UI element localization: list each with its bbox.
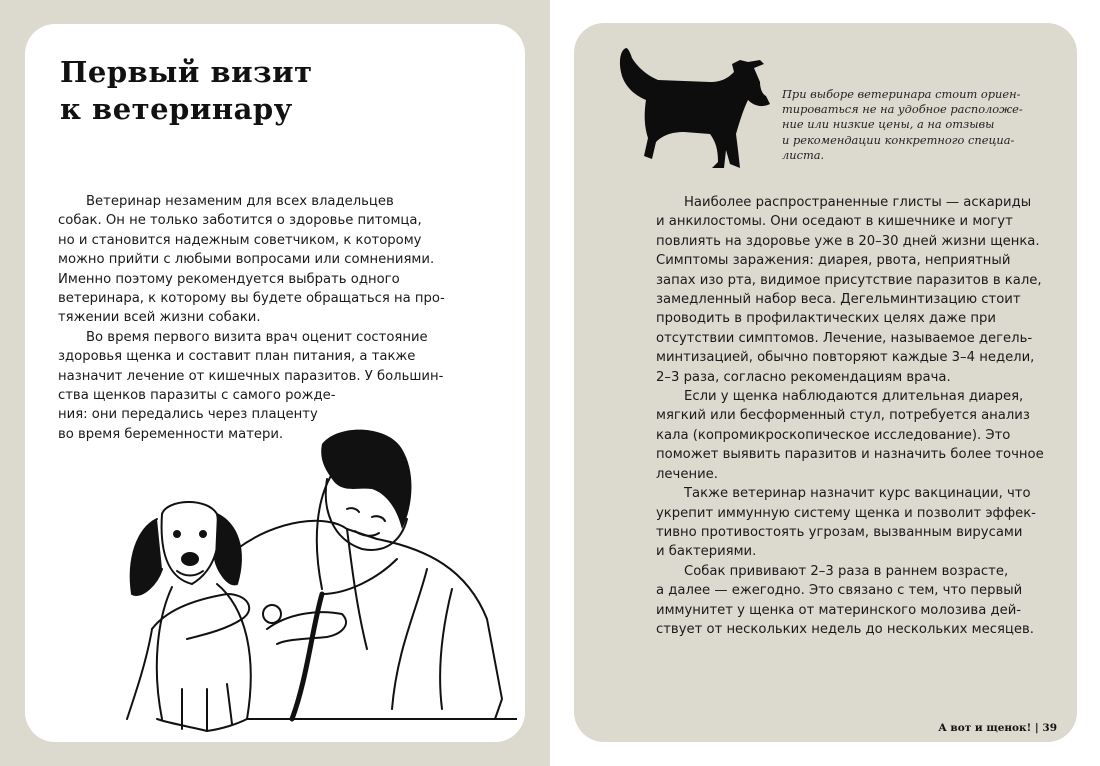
- text-line: укрепит иммунную систему щенка и позволит эффек-: [656, 505, 1036, 521]
- text-line: ствует от нескольких недель до нескольких месяцев.: [656, 621, 1034, 637]
- text-line: минтизацией, обычно повторяют каждые 3–4 недели,: [656, 350, 1035, 366]
- text-line: можно прийти с любыми вопросами или сомнениями.: [58, 252, 435, 268]
- title-line: Первый визит: [60, 55, 313, 89]
- note-line: листа.: [782, 147, 825, 162]
- text-line: Наиболее распространенные глисты — аскариды: [684, 195, 1032, 210]
- text-line: назначит лечение от кишечных паразитов. У большин-: [58, 368, 444, 384]
- text-line: мягкий или бесформенный стул, потребуется анализ: [656, 408, 1030, 424]
- right-page-card: [574, 23, 1077, 742]
- left-body-text: [58, 192, 445, 444]
- text-line: и бактериями.: [656, 544, 757, 560]
- note-line: При выборе ветеринара стоит ориен-: [782, 87, 1021, 101]
- text-line: Ветеринар незаменим для всех владельцев: [86, 194, 394, 209]
- text-line: повлиять на здоровье уже в 20–30 дней жизни щенка.: [656, 233, 1040, 249]
- text-line: Также ветеринар назначит курс вакцинации, что: [684, 486, 1031, 502]
- text-line: Собак прививают 2–3 раза в раннем возрасте,: [684, 563, 1009, 579]
- text-line: во время беременности матери.: [58, 426, 284, 442]
- text-line: иммунитет у щенка от материнского молозива дей-: [656, 602, 1022, 618]
- text-line: кала (копромикроскопическое исследование). Это: [656, 427, 1011, 443]
- text-line: ния: они передались через плаценту: [58, 407, 318, 423]
- text-line: тивно противостоять угрозам, вызванным вирусами: [656, 524, 1023, 540]
- text-line: а далее — ежегодно. Это связано с тем, что первый: [656, 583, 1023, 599]
- note-line: тироваться не на удобное расположе-: [782, 102, 1023, 117]
- text-line: замедленный набор веса. Дегельминтизацию стоит: [656, 292, 1021, 308]
- note-line: ние или низкие цены, а на отзывы: [782, 117, 995, 132]
- left-page-card: [25, 24, 525, 742]
- text-line: Именно поэтому рекомендуется выбрать одного: [58, 271, 400, 287]
- text-line: тяжении всей жизни собаки.: [58, 310, 261, 326]
- text-line: лечение.: [656, 466, 718, 482]
- vet-examining-puppy-illustration: [97, 419, 517, 739]
- dog-silhouette-icon: [614, 38, 779, 178]
- title-line: к ветеринару: [60, 92, 293, 126]
- text-line: собак. Он не только заботится о здоровье питомца,: [58, 213, 422, 229]
- text-line: и анкилостомы. Они оседают в кишечнике и могут: [656, 214, 1013, 230]
- text-line: 2–3 раза, согласно рекомендациям врача.: [656, 369, 951, 385]
- text-line: Симптомы заражения: диарея, рвота, неприятный: [656, 253, 1011, 269]
- text-line: Если у щенка наблюдаются длительная диарея,: [684, 389, 1024, 405]
- text-line: здоровья щенка и составит план питания, а также: [58, 349, 416, 365]
- text-line: ства щенков паразиты с самого рожде-: [58, 388, 336, 404]
- text-line: проводить в профилактических целях даже при: [656, 311, 996, 327]
- page-footer: А вот и щенок! | 39: [938, 722, 1057, 734]
- text-line: ветеринара, к которому вы будете обращаться на про-: [58, 291, 445, 307]
- right-body-text: [656, 193, 1044, 639]
- text-line: поможет выявить паразитов и назначить более точное: [656, 447, 1044, 463]
- text-line: но и становится надежным советчиком, к которому: [58, 232, 422, 248]
- handwritten-tip-note: [782, 87, 1023, 163]
- text-line: Во время первого визита врач оценит состояние: [86, 329, 428, 345]
- text-line: отсутствии симптомов. Лечение, называемое дегель-: [656, 330, 1033, 346]
- text-line: запах изо рта, видимое присутствие паразитов в кале,: [656, 272, 1042, 288]
- page-title: [60, 54, 313, 128]
- note-line: и рекомендации конкретного специа-: [782, 132, 1015, 147]
